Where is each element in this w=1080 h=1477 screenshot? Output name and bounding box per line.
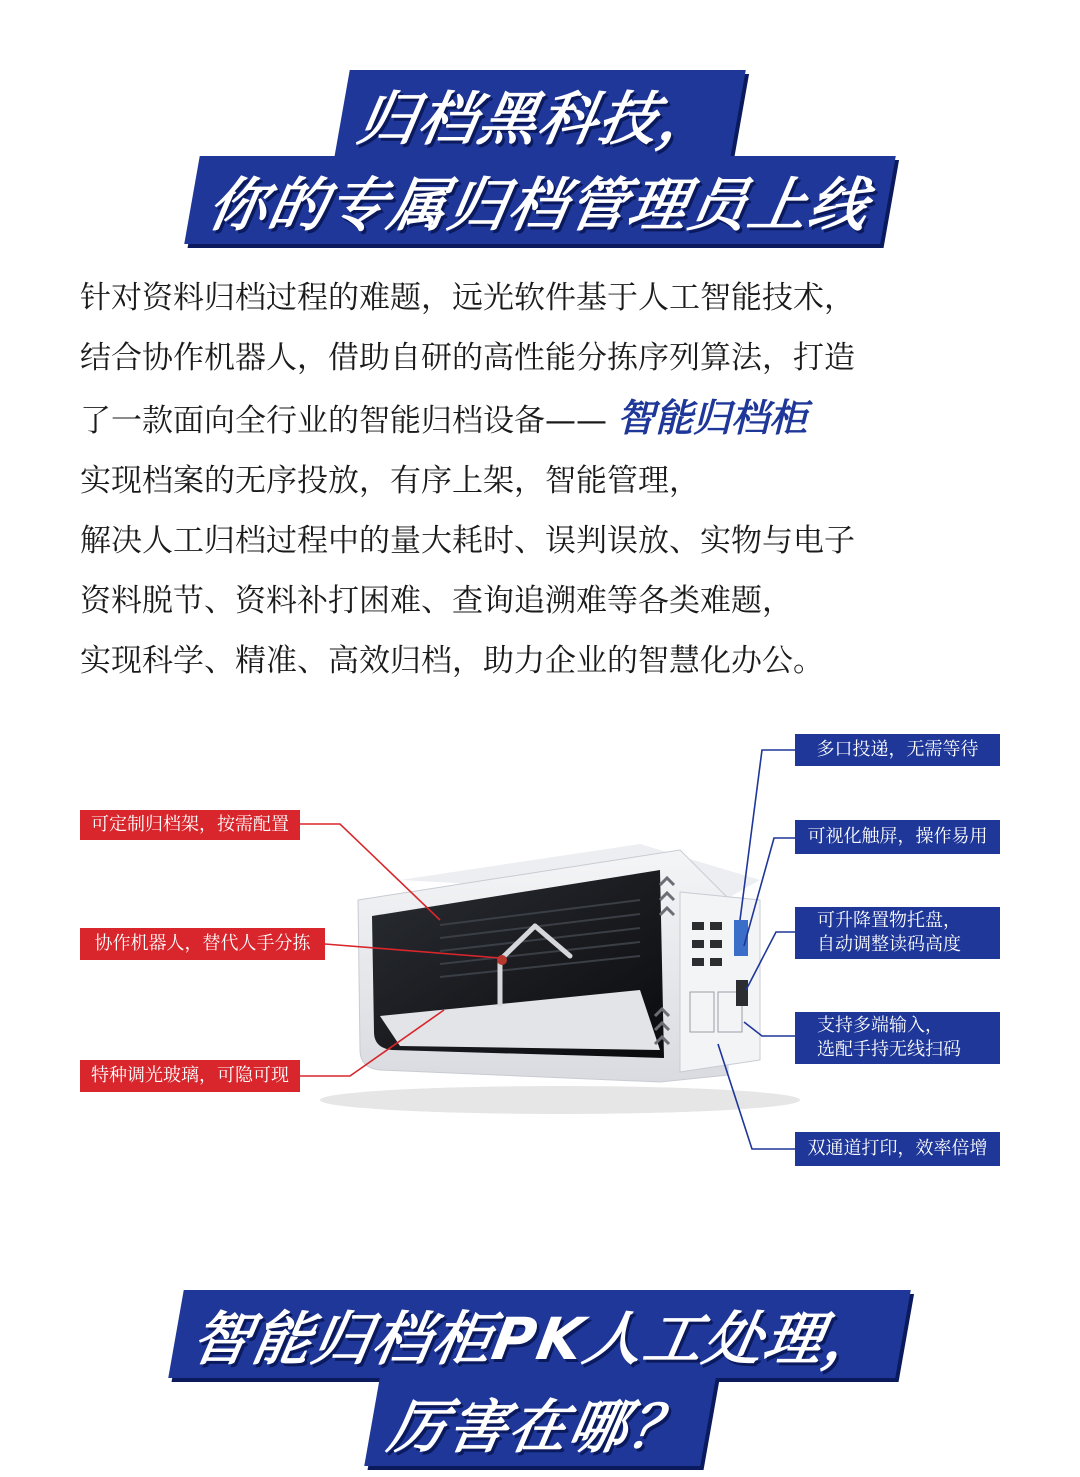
intro-paragraph: [80, 268, 1020, 691]
section-headline-line-1: 智能归档柜PK人工处理，: [0, 1290, 1080, 1378]
intro-line: 针对资料归档过程的难题，远光软件基于人工智能技术，: [80, 280, 855, 316]
callout-robot-arm: 协作机器人，替代人手分拣: [80, 928, 325, 960]
callout-multi-input: 支持多端输入， 选配手持无线扫码: [795, 1012, 1000, 1064]
headline-line-1: 归档黑科技，: [0, 70, 1080, 158]
archive-cabinet-illustration: [0, 720, 1080, 1200]
callout-multi-port-delivery: 多口投递，无需等待: [795, 734, 1000, 766]
product-diagram: [0, 720, 1080, 1200]
headline-line-2: 你的专属归档管理员上线: [0, 156, 1080, 244]
section-headline-line-2: 厉害在哪？: [0, 1378, 1080, 1466]
intro-line: 资料脱节、资料补打困难、查询追溯难等各类难题，: [80, 583, 793, 619]
callout-dual-printing: 双通道打印，效率倍增: [795, 1132, 1000, 1166]
intro-line: 结合协作机器人，借助自研的高性能分拣序列算法，打造: [80, 340, 855, 376]
callout-dimming-glass: 特种调光玻璃，可隐可现: [80, 1060, 300, 1092]
intro-line: 实现科学、精准、高效归档，助力企业的智慧化办公。: [80, 643, 824, 679]
callout-custom-shelf: 可定制归档架，按需配置: [80, 810, 300, 840]
callout-touchscreen: 可视化触屏，操作易用: [795, 820, 1000, 854]
intro-line: 了一款面向全行业的智能归档设备—— 智能归档柜: [80, 388, 1020, 451]
callout-lift-tray: 可升降置物托盘， 自动调整读码高度: [795, 907, 1000, 959]
intro-line: 实现档案的无序投放，有序上架，智能管理，: [80, 463, 700, 499]
product-name-highlight: 智能归档柜: [617, 396, 808, 440]
intro-line: 解决人工归档过程中的量大耗时、误判误放、实物与电子: [80, 523, 855, 559]
